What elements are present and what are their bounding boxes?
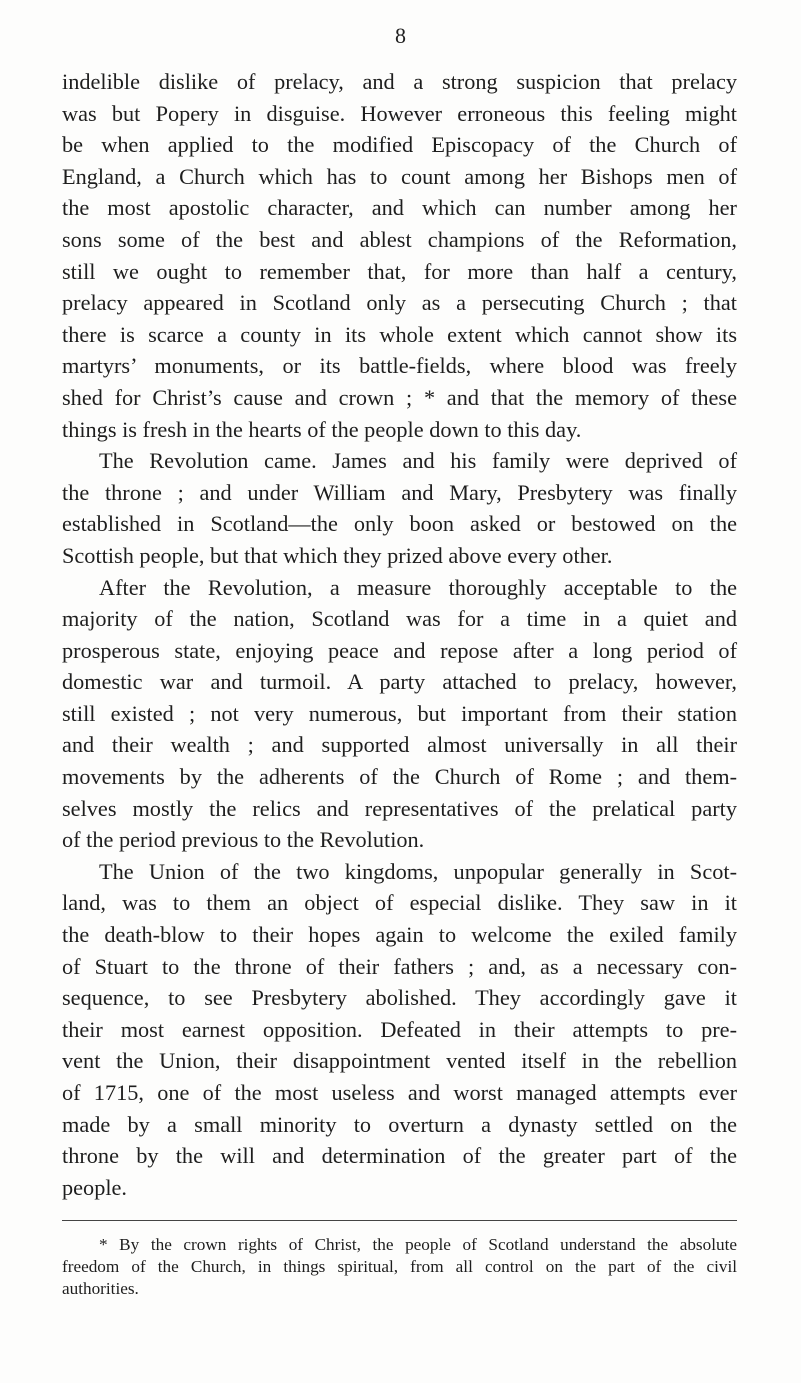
text-line: sons some of the best and ablest champions of the Reformation,	[62, 226, 737, 252]
text-line: still existed ; not very numerous, but important from their station	[62, 700, 737, 726]
footnote-line: authorities.	[62, 1279, 139, 1298]
body-text	[62, 66, 737, 1203]
text-line: The Union of the two kingdoms, unpopular generally in Scot-	[99, 858, 737, 884]
footnote-line: freedom of the Church, in things spiritual, from all control on the part of the civil	[62, 1257, 737, 1276]
text-line: prelacy appeared in Scotland only as a persecuting Church ; that	[62, 290, 737, 316]
text-line: land, was to them an object of especial dislike. They saw in it	[62, 890, 737, 916]
text-line: of the period previous to the Revolution.	[62, 827, 425, 853]
text-line: movements by the adherents of the Church of Rome ; and them-	[62, 764, 737, 790]
text-line: sequence, to see Presbytery abolished. They accordingly gave it	[62, 985, 737, 1011]
text-line: throne by the will and determination of the greater part of the	[62, 1143, 737, 1169]
text-line: England, a Church which has to count among her Bishops men of	[62, 163, 737, 189]
text-line: the death-blow to their hopes again to welcome the exiled family	[62, 922, 737, 948]
text-line: be when applied to the modified Episcopacy of the Church of	[62, 132, 737, 158]
text-line: martyrs’ monuments, or its battle-fields, where blood was freely	[62, 353, 737, 379]
text-line: majority of the nation, Scotland was for a time in a quiet and	[62, 606, 737, 632]
text-line: The Revolution came. James and his family were deprived of	[99, 448, 737, 474]
text-line: domestic war and turmoil. A party attached to prelacy, however,	[62, 669, 737, 695]
page-number: 8	[395, 23, 406, 48]
text-line: and their wealth ; and supported almost universally in all their	[62, 732, 737, 758]
text-line: of 1715, one of the most useless and worst managed attempts ever	[62, 1080, 737, 1105]
text-line: their most earnest opposition. Defeated in their attempts to pre-	[62, 1016, 737, 1042]
text-line: established in Scotland—the only boon asked or bestowed on the	[62, 511, 737, 537]
text-line: After the Revolution, a measure thoroughly acceptable to the	[99, 574, 737, 600]
text-line: indelible dislike of prelacy, and a strong suspicion that prelacy	[62, 69, 737, 94]
text-line: the most apostolic character, and which can number among her	[62, 195, 737, 221]
text-line: still we ought to remember that, for more than half a century,	[62, 258, 737, 284]
text-line: selves mostly the relics and representatives of the prelatical party	[62, 795, 737, 821]
text-line: prosperous state, enjoying peace and repose after a long period of	[62, 637, 737, 663]
footnote	[62, 1234, 737, 1300]
text-line: the throne ; and under William and Mary, Presbytery was finally	[62, 479, 737, 505]
footnote-divider	[62, 1220, 737, 1221]
text-line: vent the Union, their disappointment vented itself in the rebellion	[62, 1048, 737, 1074]
text-line: Scottish people, but that which they prized above every other.	[62, 542, 613, 568]
text-line: was but Popery in disguise. However erroneous this feeling might	[62, 100, 737, 126]
text-line: shed for Christ’s cause and crown ; * and that the memory of these	[62, 384, 737, 410]
text-line: of Stuart to the throne of their fathers ; and, as a necessary con-	[62, 953, 737, 979]
text-line: made by a small minority to overturn a dynasty settled on the	[62, 1111, 737, 1137]
text-line: there is scarce a county in its whole extent which cannot show its	[62, 321, 737, 347]
text-line: people.	[62, 1174, 128, 1200]
text-line: things is fresh in the hearts of the people down to this day.	[62, 416, 582, 442]
footnote-line: * By the crown rights of Christ, the people of Scotland understand the absolute	[99, 1235, 737, 1254]
